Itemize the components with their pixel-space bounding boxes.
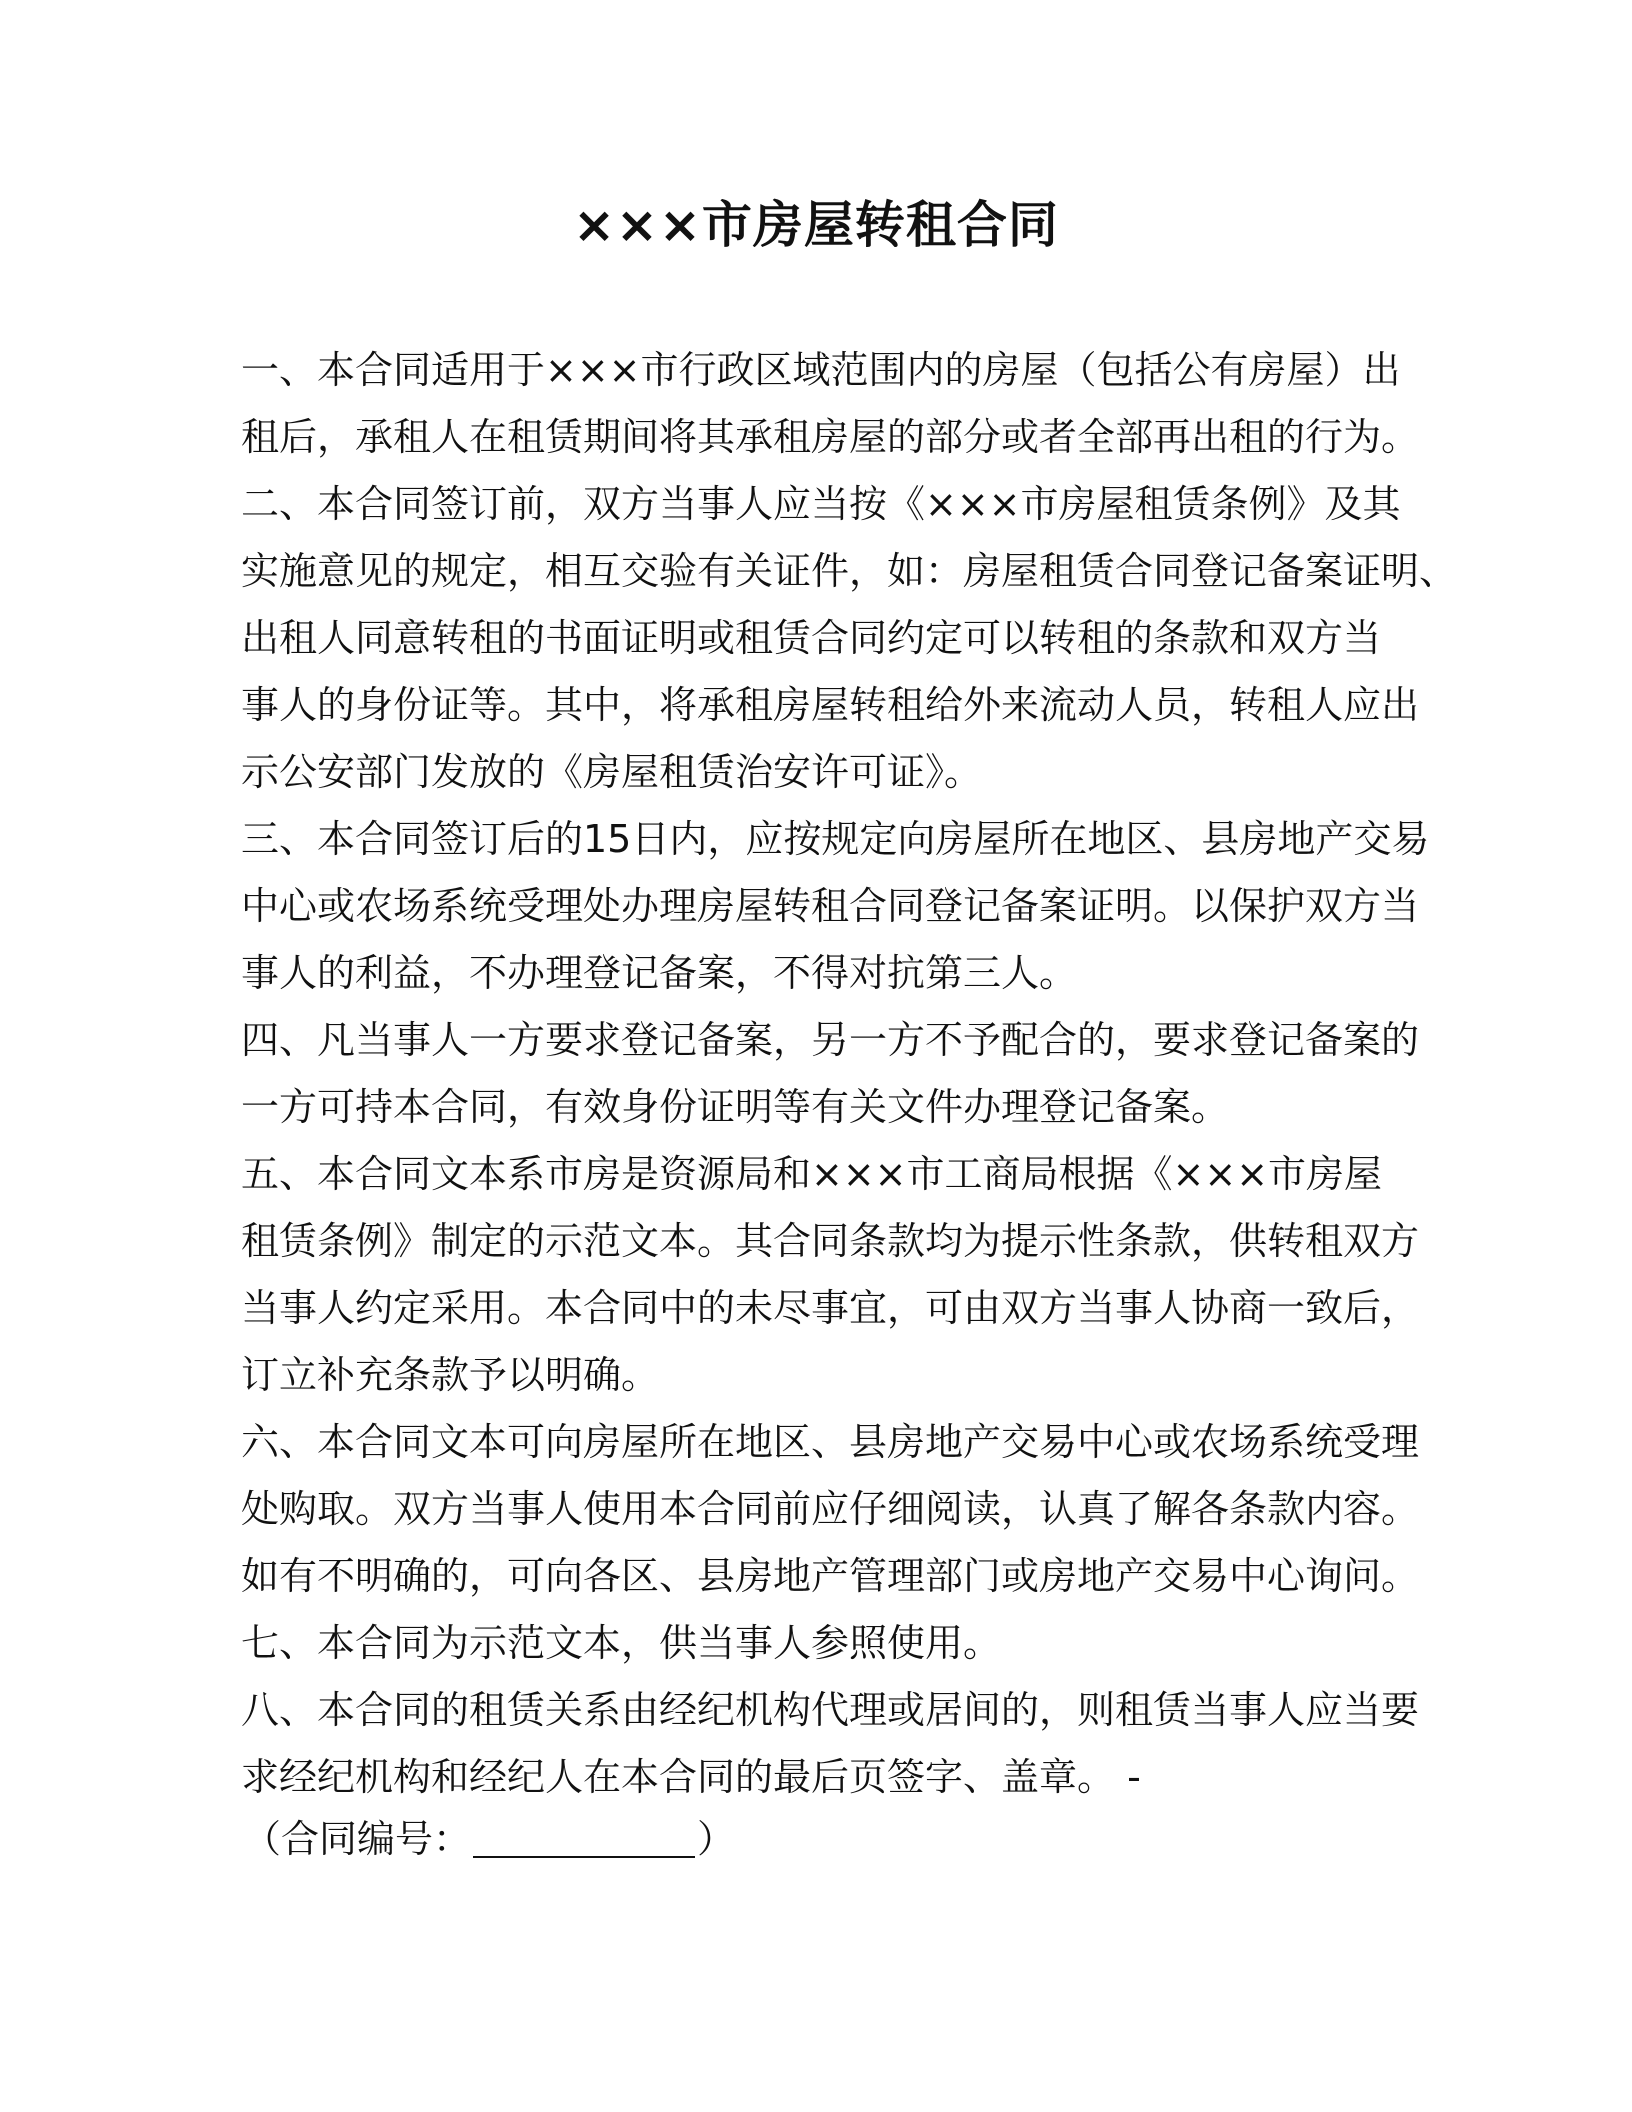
text-line: 四、凡当事人一方要求登记备案，另一方不予配合的，要求登记备案的	[241, 1018, 1420, 1062]
contract-number-blank-field[interactable]	[473, 1812, 695, 1858]
text-line: 处购取。双方当事人使用本合同前应仔细阅读，认真了解各条款内容。	[241, 1487, 1420, 1531]
text-line: 订立补充条款予以明确。	[241, 1353, 660, 1397]
text-line: 中心或农场系统受理处办理房屋转租合同登记备案证明。以保护双方当	[241, 884, 1420, 928]
document-body	[241, 337, 1458, 1811]
text-line: 六、本合同文本可向房屋所在地区、县房地产交易中心或农场系统受理	[241, 1420, 1420, 1464]
text-line: 当事人约定采用。本合同中的未尽事宜，可由双方当事人协商一致后，	[241, 1286, 1420, 1330]
text-line: 一方可持本合同，有效身份证明等有关文件办理登记备案。	[241, 1085, 1230, 1129]
text-line: 三、本合同签订后的15日内，应按规定向房屋所在地区、县房地产交易	[241, 817, 1430, 861]
text-line: 二、本合同签订前，双方当事人应当按《×××市房屋租赁条例》及其	[241, 482, 1401, 526]
text-line: 如有不明确的，可向各区、县房地产管理部门或房地产交易中心询问。	[241, 1554, 1420, 1598]
text-line: 示公安部门发放的《房屋租赁治安许可证》。	[241, 750, 983, 794]
text-line: 事人的利益，不办理登记备案，不得对抗第三人。	[241, 951, 1078, 995]
text-line: 租后，承租人在租赁期间将其承租房屋的部分或者全部再出租的行为。	[241, 415, 1420, 459]
text-line: 事人的身份证等。其中，将承租房屋转租给外来流动人员，转租人应出	[241, 683, 1420, 727]
contract-number-line	[243, 1806, 735, 1873]
text-line: 八、本合同的租赁关系由经纪机构代理或居间的，则租赁当事人应当要	[241, 1688, 1420, 1732]
text-line: 一、本合同适用于×××市行政区域范围内的房屋（包括公有房屋）出	[241, 348, 1401, 392]
text-line: 七、本合同为示范文本，供当事人参照使用。	[241, 1621, 1002, 1665]
contract-number-close: ）	[697, 1817, 736, 1861]
text-line: 实施意见的规定，相互交验有关证件，如：房屋租赁合同登记备案证明、	[241, 549, 1458, 593]
text-line: 五、本合同文本系市房是资源局和×××市工商局根据《×××市房屋	[241, 1152, 1383, 1196]
text-line: 出租人同意转租的书面证明或租赁合同约定可以转租的条款和双方当	[241, 616, 1382, 660]
document-title: ×××市房屋转租合同	[573, 196, 1059, 254]
contract-number-label: （合同编号：	[243, 1817, 472, 1861]
text-line: 求经纪机构和经纪人在本合同的最后页签字、盖章。 -	[241, 1755, 1141, 1799]
text-line: 租赁条例》制定的示范文本。其合同条款均为提示性条款，供转租双方	[241, 1219, 1420, 1263]
